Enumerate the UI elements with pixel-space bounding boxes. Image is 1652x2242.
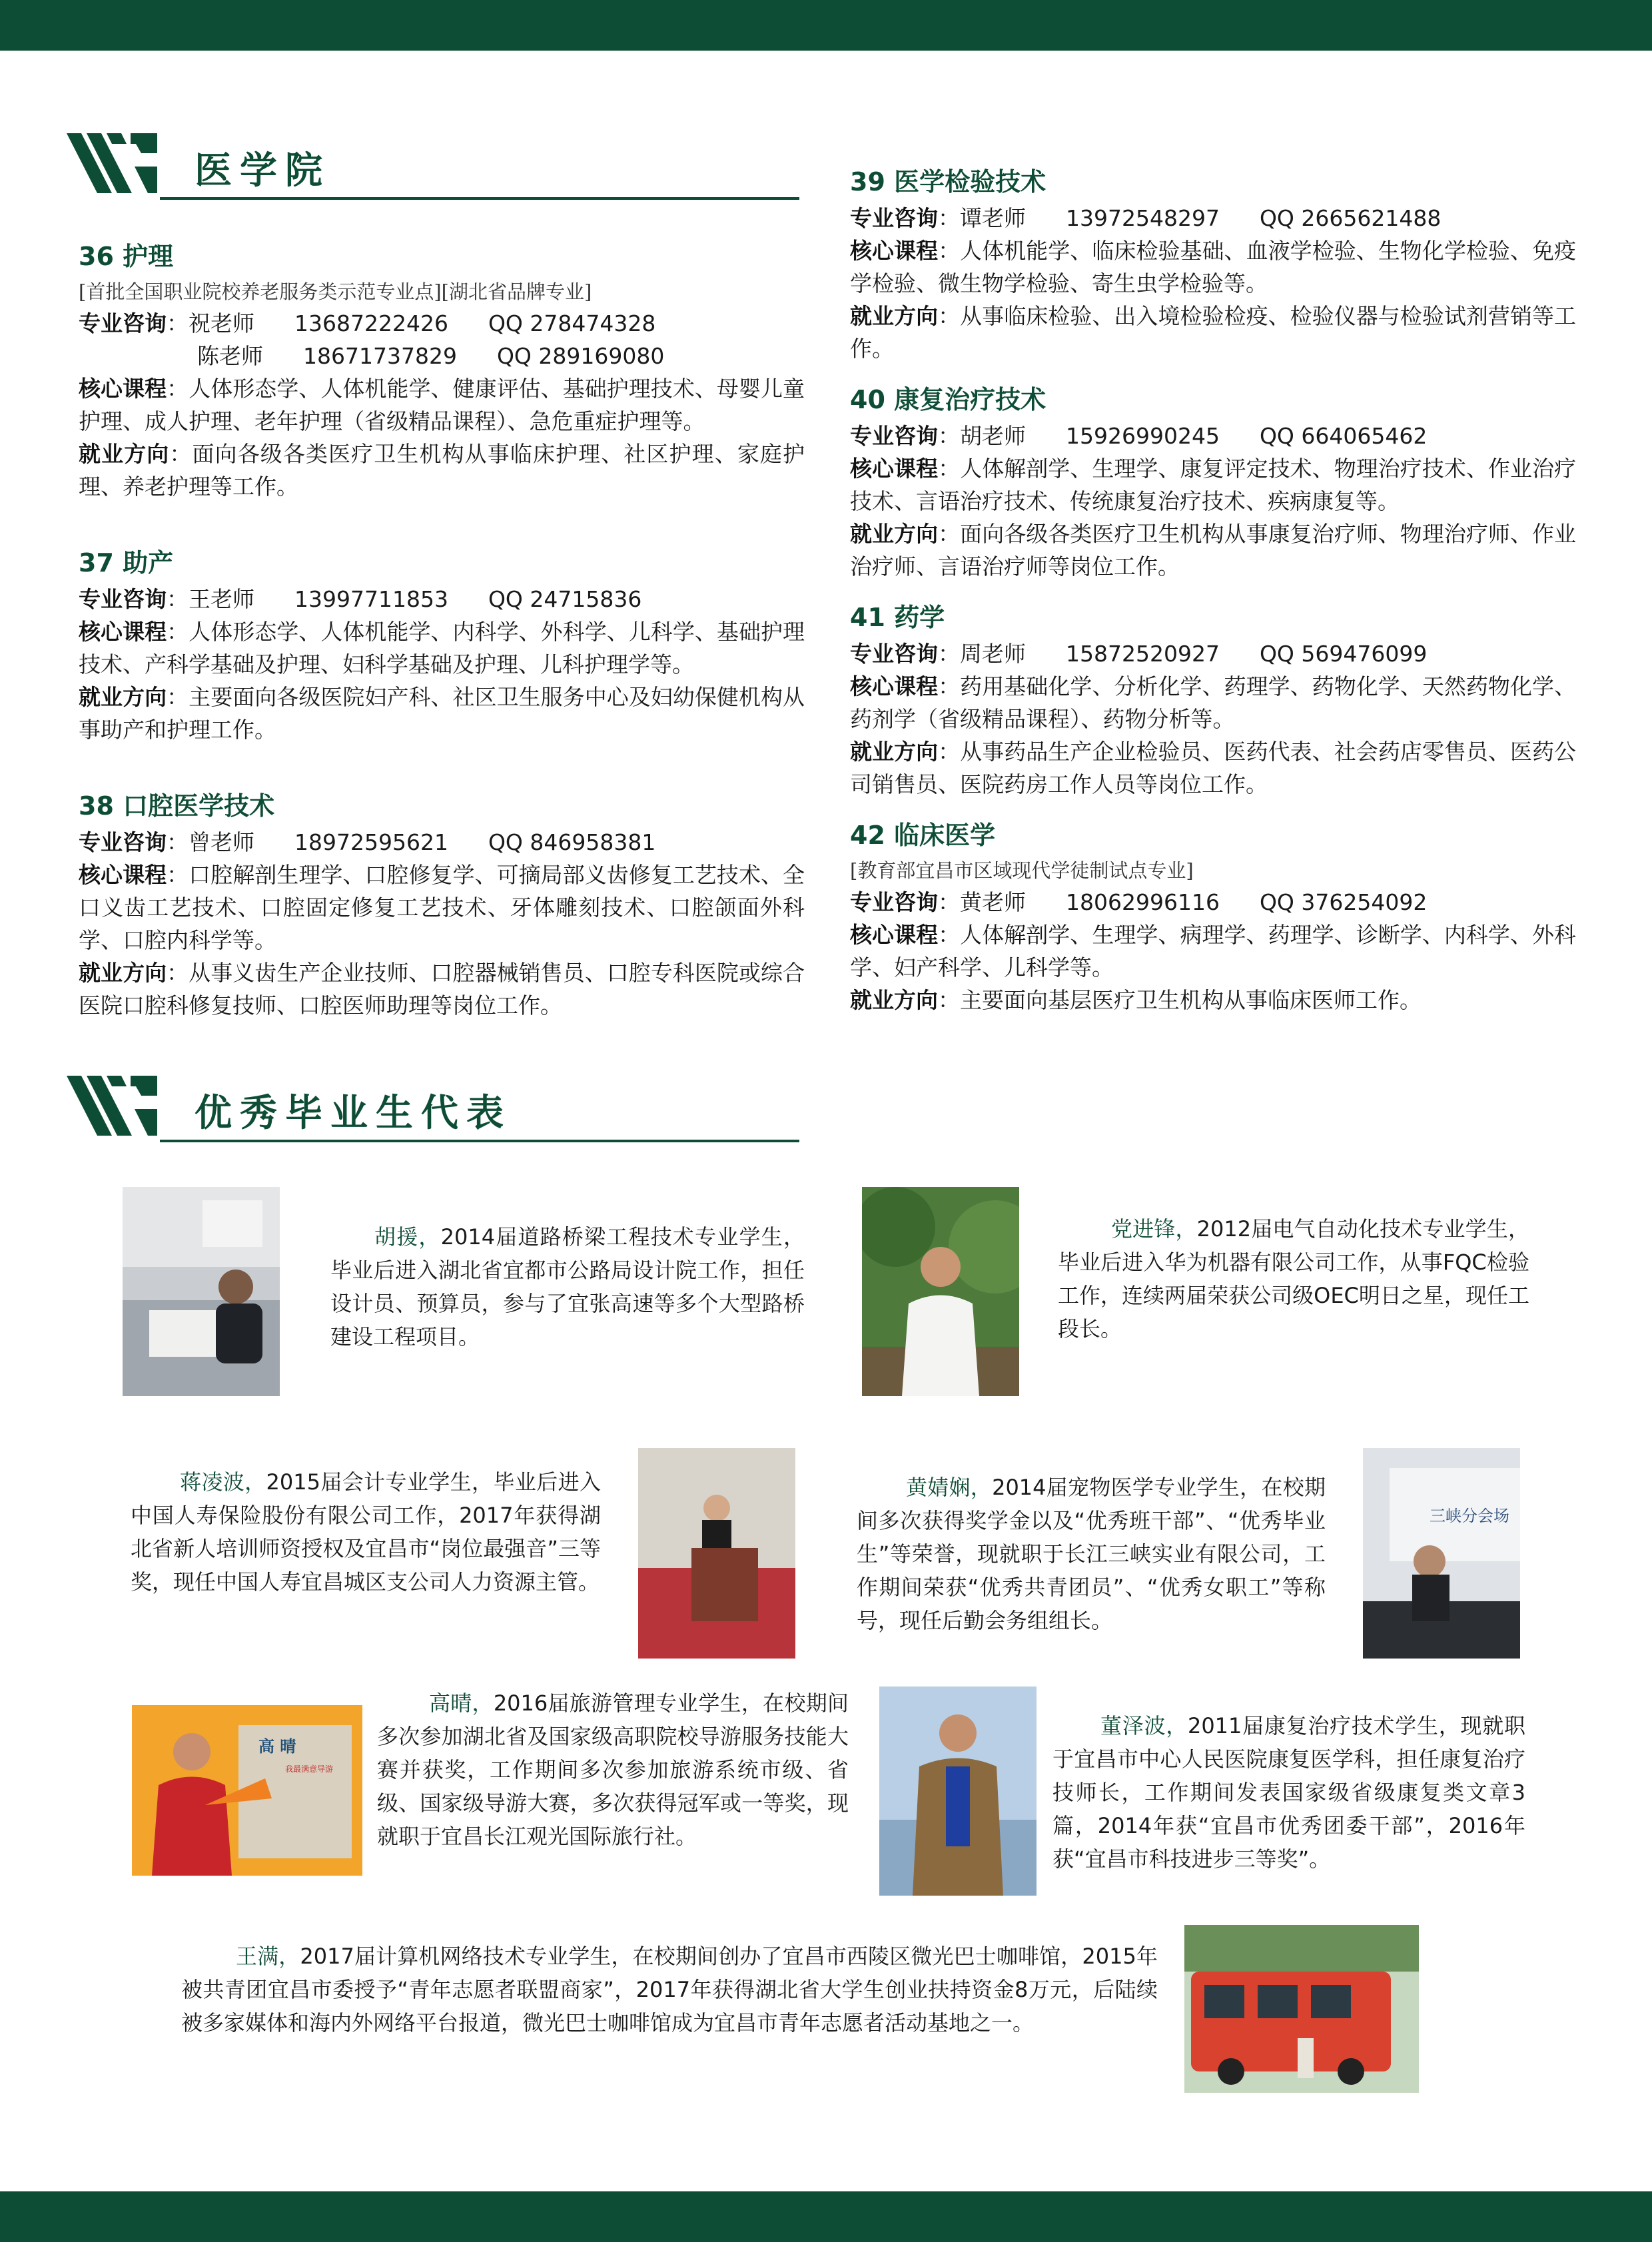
teacher-qq: QQ 846958381 (488, 829, 656, 855)
section-header-medical (67, 127, 799, 206)
courses-row: 核心课程：人体机能学、临床检验基础、血液学检验、生物化学检验、免疫学检验、微生物学检验、寄生虫学检验等。 (850, 238, 1576, 296)
career-row: 就业方向：面向各级各类医疗卫生机构从事康复治疗师、物理治疗师、作业治疗师、言语治疗师等岗位工作。 (850, 521, 1576, 579)
career-label: 就业方向 (850, 987, 938, 1013)
majors-right-column (850, 162, 1576, 1031)
consult-row: 专业咨询：胡老师 15926990245 QQ 664065462 (850, 423, 1428, 449)
courses-label: 核心课程 (850, 922, 939, 948)
courses-row: 核心课程：人体解剖学、生理学、病理学、药理学、诊断学、内科学、外科学、妇产科学、儿科学等。 (850, 922, 1576, 980)
career-text: 面向各级各类医疗卫生机构从事康复治疗师、物理治疗师、作业治疗师、言语治疗师等岗位工作。 (850, 521, 1576, 579)
career-text: 面向各级各类医疗卫生机构从事临床护理、社区护理、家庭护理、养老护理等工作。 (79, 441, 805, 500)
consult-label: 专业咨询 (850, 641, 938, 667)
major-block (850, 597, 1576, 801)
courses-label: 核心课程 (850, 673, 939, 699)
career-label: 就业方向 (79, 441, 170, 467)
courses-label: 核心课程 (79, 619, 167, 645)
graduate-name: 黄婧娴， (906, 1475, 993, 1500)
poster-slogan-text: 我最满意导游 (285, 1764, 334, 1774)
graduate-text: 2011届康复治疗技术学生，现就职于宜昌市中心人民医院康复医学科，担任康复治疗技师长，工作期间发表国家级省级康复类文章3篇，2014年获“宜昌市优秀团委干部”，2016年获“宜昌市科技进步三等奖”。 (1052, 1713, 1525, 1872)
courses-row: 核心课程：人体形态学、人体机能学、健康评估、基础护理技术、母婴儿童护理、成人护理、老年护理（省级精品课程）、急危重症护理等。 (79, 376, 805, 434)
section-title-medical: 医学院 (195, 149, 330, 192)
major-block (79, 236, 805, 503)
graduate-bio-dong (1052, 1709, 1525, 1876)
teacher-phone: 18062996116 (1066, 889, 1220, 915)
teacher-phone: 18972595621 (294, 829, 448, 855)
graduate-text: 2014届道路桥梁工程技术专业学生，毕业后进入湖北省宜都市公路局设计院工作，担任设计员、预算员，参与了宜张高速等多个大型路桥建设工程项目。 (330, 1224, 805, 1349)
graduate-text: 2016届旅游管理专业学生，在校期间多次参加湖北省及国家级高职院校导游服务技能大赛并获奖，工作期间多次参加旅游系统市级、省级、国家级导游大赛，多次获得冠军或一等奖，现就职于宜昌长江观光国际旅行社。 (377, 1690, 849, 1849)
courses-label: 核心课程 (850, 456, 939, 482)
teacher-phone: 18671737829 (303, 343, 457, 369)
courses-text: 人体机能学、临床检验基础、血液学检验、生物化学检验、免疫学检验、微生物学检验、寄生虫学检验等。 (850, 238, 1576, 296)
consult-row: 专业咨询：周老师 15872520927 QQ 569476099 (850, 641, 1428, 667)
teacher-phone: 13687222426 (294, 310, 448, 336)
teacher-qq: QQ 289169080 (496, 343, 665, 369)
teacher-phone: 13972548297 (1066, 205, 1220, 231)
graduate-bio-gao (377, 1686, 849, 1853)
major-tag: [首批全国职业院校养老服务类示范专业点][湖北省品牌专业] (79, 280, 592, 303)
consult-label: 专业咨询 (850, 205, 938, 231)
career-row: 就业方向：从事药品生产企业检验员、医药代表、社会药店零售员、医药公司销售员、医院药房工作人员等岗位工作。 (850, 739, 1576, 797)
major-title: 38 口腔医学技术 (79, 791, 275, 821)
teacher-name: 陈老师 (197, 343, 263, 369)
career-label: 就业方向 (850, 739, 939, 765)
major-block (850, 815, 1576, 1016)
teacher-qq: QQ 376254092 (1259, 889, 1428, 915)
teacher-name: 曾老师 (189, 829, 254, 855)
graduate-name: 王满， (236, 1944, 300, 1969)
teacher-name: 谭老师 (960, 205, 1026, 231)
graduate-text: 2014届宠物医学专业学生，在校期间多次获得奖学金以及“优秀班干部”、“优秀毕业生”等荣誉，现就职于长江三峡实业有限公司，工作期间荣获“优秀共青团员”、“优秀女职工”等称号，现任后勤会务组组长。 (857, 1475, 1326, 1633)
graduate-text: 2017届计算机网络技术专业学生，在校期间创办了宜昌市西陵区微光巴士咖啡馆，2015年被共青团宜昌市委授予“青年志愿者联盟商家”，2017年获得湖北省大学生创业扶持资金8万元，后陆续被多家媒体和海内外网络平台报道，微光巴士咖啡馆成为宜昌市青年志愿者活动基地之一。 (181, 1944, 1158, 2036)
section-header-graduates (67, 1069, 799, 1149)
courses-text: 人体解剖学、生理学、病理学、药理学、诊断学、内科学、外科学、妇产科学、儿科学等。 (850, 922, 1576, 980)
teacher-qq: QQ 664065462 (1259, 423, 1428, 449)
consult-row: 专业咨询：谭老师 13972548297 QQ 2665621488 (850, 205, 1442, 231)
courses-text: 口腔解剖生理学、口腔修复学、可摘局部义齿修复工艺技术、全口义齿工艺技术、口腔固定修复工艺技术、牙体雕刻技术、口腔颌面外科学、口腔内科学等。 (79, 862, 805, 953)
major-tag: [教育部宜昌市区域现代学徒制试点专业] (850, 859, 1194, 882)
consult-label: 专业咨询 (79, 829, 167, 855)
graduate-name: 胡援， (374, 1224, 441, 1250)
courses-text: 人体形态学、人体机能学、内科学、外科学、儿科学、基础护理技术、产科学基础及护理、妇科学基础及护理、儿科护理学等。 (79, 619, 805, 677)
courses-text: 药用基础化学、分析化学、药理学、药物化学、天然药物化学、药剂学（省级精品课程）、药物分析等。 (850, 673, 1576, 732)
majors-left-column (79, 236, 805, 1036)
courses-row: 核心课程：药用基础化学、分析化学、药理学、药物化学、天然药物化学、药剂学（省级精品课程）、药物分析等。 (850, 673, 1576, 732)
career-label: 就业方向 (850, 521, 939, 547)
graduate-text: 2012届电气自动化技术专业学生，毕业后进入华为机器有限公司工作，从事FQC检验工作，连续两届荣获公司级OEC明日之星，现任工段长。 (1058, 1216, 1529, 1341)
office-sign-text: 三峡分会场 (1430, 1507, 1509, 1525)
career-text: 主要面向各级医院妇产科、社区卫生服务中心及妇幼保健机构从事助产和护理工作。 (79, 684, 805, 743)
consult-row: 专业咨询：曾老师 18972595621 QQ 846958381 (79, 829, 656, 855)
career-text: 从事药品生产企业检验员、医药代表、社会药店零售员、医药公司销售员、医院药房工作人员等岗位工作。 (850, 739, 1576, 797)
teacher-qq: QQ 569476099 (1259, 641, 1428, 667)
consult-label: 专业咨询 (850, 423, 938, 449)
major-title: 39 医学检验技术 (850, 167, 1046, 196)
graduate-name: 董泽波， (1100, 1713, 1188, 1738)
graduate-photo-gao (132, 1705, 362, 1876)
graduate-bio-wang (181, 1940, 1158, 2040)
courses-row: 核心课程：人体解剖学、生理学、康复评定技术、物理治疗技术、作业治疗技术、言语治疗技术、传统康复治疗技术、疾病康复等。 (850, 456, 1576, 514)
major-title: 40 康复治疗技术 (850, 385, 1046, 414)
courses-row: 核心课程：人体形态学、人体机能学、内科学、外科学、儿科学、基础护理技术、产科学基础及护理、妇科学基础及护理、儿科护理学等。 (79, 619, 805, 677)
bottom-band (0, 2191, 1652, 2242)
consult-row: 专业咨询：祝老师 13687222426 QQ 278474328 (79, 310, 656, 336)
career-row: 就业方向：从事义齿生产企业技师、口腔器械销售员、口腔专科医院或综合医院口腔科修复技师、口腔医师助理等岗位工作。 (79, 960, 805, 1018)
major-block (79, 543, 805, 746)
consult-label: 专业咨询 (850, 889, 938, 915)
graduate-bio-huang (857, 1471, 1326, 1637)
graduate-photo-wang (1184, 1925, 1419, 2093)
consult-row: 专业咨询：黄老师 18062996116 QQ 376254092 (850, 889, 1428, 915)
teacher-phone: 15926990245 (1066, 423, 1220, 449)
section-underline (160, 1140, 799, 1142)
teacher-name: 胡老师 (960, 423, 1026, 449)
graduate-text: 2015届会计专业学生，毕业后进入中国人寿保险股份有限公司工作，2017年获得湖北省新人培训师资授权及宜昌市“岗位最强音”三等奖，现任中国人寿宜昌城区支公司人力资源主管。 (131, 1469, 601, 1595)
poster-name-text: 高 晴 (258, 1737, 296, 1756)
career-text: 主要面向基层医疗卫生机构从事临床医师工作。 (960, 987, 1422, 1013)
graduate-name: 蒋凌波， (180, 1469, 266, 1495)
major-block (850, 380, 1576, 583)
courses-label: 核心课程 (79, 862, 167, 888)
courses-label: 核心课程 (79, 376, 167, 402)
teacher-name: 周老师 (960, 641, 1026, 667)
career-row: 就业方向：主要面向各级医院妇产科、社区卫生服务中心及妇幼保健机构从事助产和护理工作。 (79, 684, 805, 743)
courses-label: 核心课程 (850, 238, 939, 264)
school-logo-icon (67, 1069, 160, 1142)
graduate-bio-hu (330, 1220, 805, 1353)
graduate-photo-dang (862, 1187, 1019, 1396)
major-title: 37 助产 (79, 548, 174, 577)
teacher-qq: QQ 24715836 (488, 586, 642, 612)
teacher-phone: 13997711853 (294, 586, 448, 612)
school-logo-icon (67, 127, 160, 200)
major-block (79, 786, 805, 1022)
section-title-graduates: 优秀毕业生代表 (195, 1091, 512, 1135)
graduate-photo-jiang (638, 1448, 795, 1659)
career-label: 就业方向 (79, 684, 167, 710)
teacher-name: 祝老师 (189, 310, 254, 336)
teacher-qq: QQ 278474328 (488, 310, 656, 336)
section-underline (160, 197, 799, 200)
major-block (850, 162, 1576, 365)
major-title: 42 临床医学 (850, 821, 996, 850)
graduate-photo-dong (879, 1686, 1036, 1896)
graduate-photo-huang (1363, 1448, 1520, 1659)
graduate-name: 党进锋， (1111, 1216, 1197, 1242)
graduate-photo-hu (123, 1187, 280, 1396)
career-row: 就业方向：面向各级各类医疗卫生机构从事临床护理、社区护理、家庭护理、养老护理等工作。 (79, 441, 805, 500)
consult-label: 专业咨询 (79, 310, 167, 336)
career-text: 从事义齿生产企业技师、口腔器械销售员、口腔专科医院或综合医院口腔科修复技师、口腔医师助理等岗位工作。 (79, 960, 805, 1018)
consult-label: 专业咨询 (79, 586, 167, 612)
graduate-bio-jiang (131, 1465, 601, 1599)
graduate-bio-dang (1058, 1212, 1529, 1345)
teacher-phone: 15872520927 (1066, 641, 1220, 667)
career-row: 就业方向：从事临床检验、出入境检验检疫、检验仪器与检验试剂营销等工作。 (850, 303, 1576, 362)
teacher-name: 黄老师 (960, 889, 1026, 915)
major-title: 41 药学 (850, 603, 945, 632)
major-title: 36 护理 (79, 242, 174, 271)
career-label: 就业方向 (850, 303, 939, 329)
courses-text: 人体形态学、人体机能学、健康评估、基础护理技术、母婴儿童护理、成人护理、老年护理（省级精品课程）、急危重症护理等。 (79, 376, 805, 434)
career-label: 就业方向 (79, 960, 167, 986)
consult-row (79, 340, 805, 372)
top-band (0, 0, 1652, 51)
graduate-name: 高晴， (429, 1690, 494, 1716)
career-text: 从事临床检验、出入境检验检疫、检验仪器与检验试剂营销等工作。 (850, 303, 1576, 362)
courses-row: 核心课程：口腔解剖生理学、口腔修复学、可摘局部义齿修复工艺技术、全口义齿工艺技术、口腔固定修复工艺技术、牙体雕刻技术、口腔颌面外科学、口腔内科学等。 (79, 862, 805, 953)
consult-row: 专业咨询：王老师 13997711853 QQ 24715836 (79, 586, 642, 612)
teacher-qq: QQ 2665621488 (1259, 205, 1442, 231)
career-row: 就业方向：主要面向基层医疗卫生机构从事临床医师工作。 (850, 987, 1422, 1013)
teacher-name: 王老师 (189, 586, 254, 612)
courses-text: 人体解剖学、生理学、康复评定技术、物理治疗技术、作业治疗技术、言语治疗技术、传统康复治疗技术、疾病康复等。 (850, 456, 1576, 514)
